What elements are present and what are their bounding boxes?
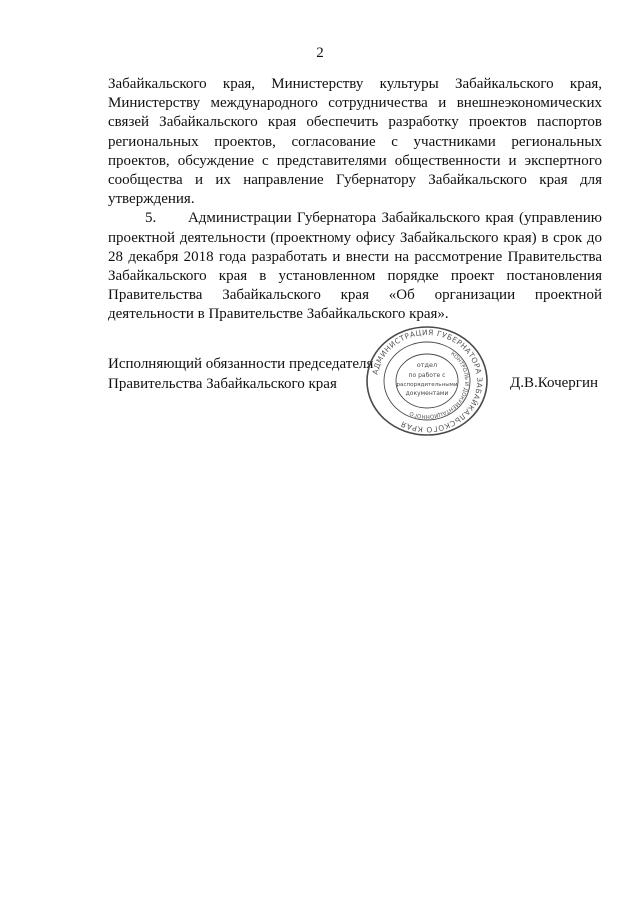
stamp-center-line-2: по работе с: [408, 372, 446, 379]
page-number: 2: [316, 45, 324, 61]
stamp-ring-text: АДМИНИСТРАЦИЯ ГУБЕРНАТОРА ЗАБАЙКАЛЬСКОГО КРАЯ: [370, 327, 485, 435]
stamp-center-line-1: отдел: [416, 361, 438, 369]
official-stamp: [362, 325, 492, 437]
stamp-inner-ring-text: КОНТРОЛЬ И ДОКУМЕНТАЦИОННОГО: [408, 351, 470, 420]
stamp-center-line-3: распорядительными: [396, 382, 458, 388]
signer-name: Д.В.Кочергин: [510, 375, 599, 391]
stamp-center-line-4: документами: [405, 390, 449, 397]
paragraph-item-5: 5. Администрации Губернатора Забайкальского края (управлению проектной деятельности (проектному офису Забайкальского края) в срок до 28 декабря 2018 года разработать и внести на рассмотрение Правительства Забайкальского края в установленном порядке проект постановления Правительства Забайкальского края «Об организации проектной деятельности в Правительстве Забайкальского края».: [108, 210, 602, 323]
signer-title-line-1: Исполняющий обязанности председателя: [108, 356, 374, 372]
paragraph-continuation: Забайкальского края, Министерству культуры Забайкальского края, Министерству международного сотрудничества и внешнеэкономических связей Забайкальского края обеспечить разработку проектов паспортов региональных проектов, согласование с участниками региональных проектов, обсуждение с представителями общественности и экспертного сообщества и их направление Губернатору Забайкальского края для утверждения.: [108, 76, 602, 208]
document-body: [108, 75, 602, 325]
signer-title-line-2: Правительства Забайкальского края: [108, 375, 337, 392]
